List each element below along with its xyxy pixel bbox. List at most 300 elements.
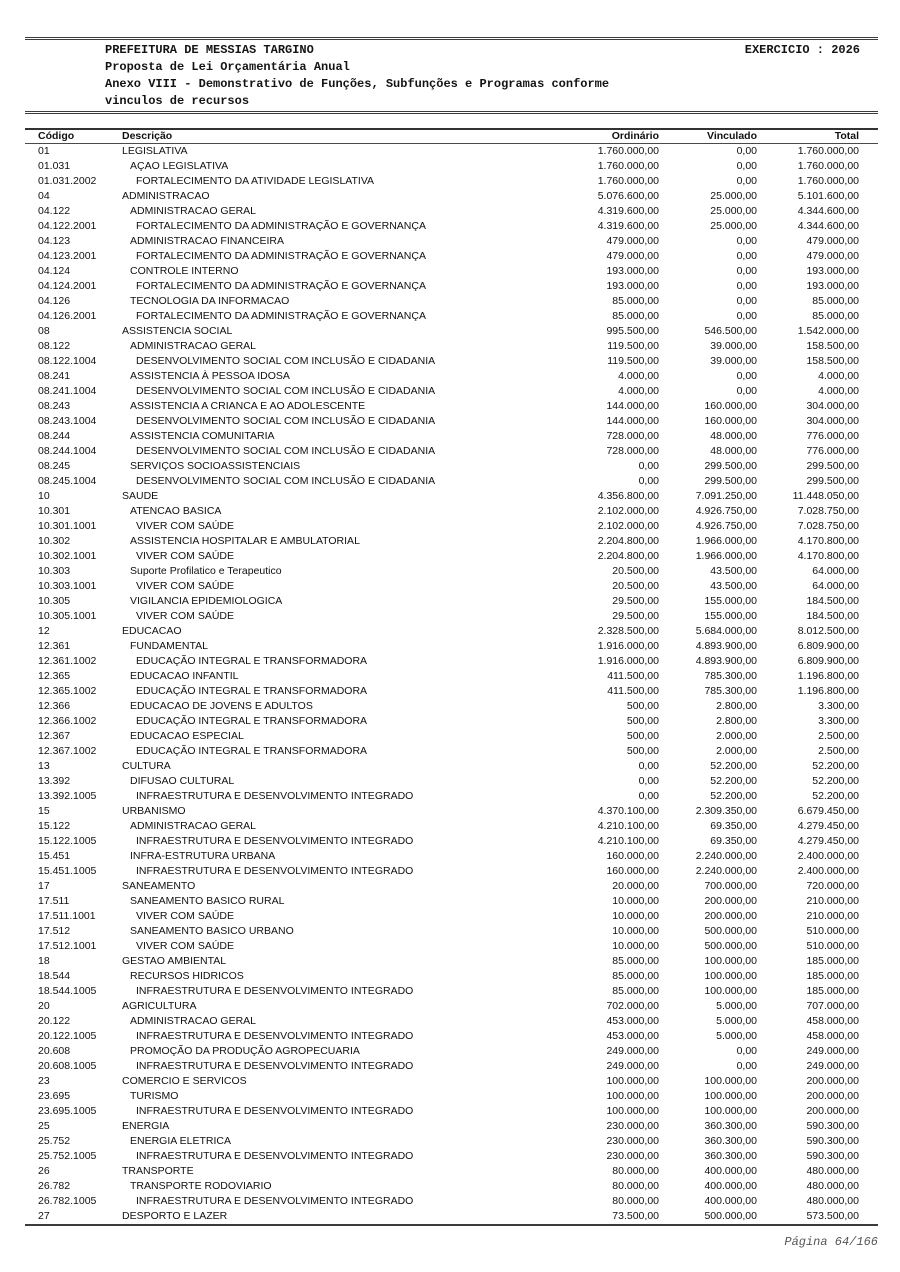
row-code: 10 xyxy=(38,490,50,502)
row-vinculado: 785.300,00 xyxy=(704,670,757,682)
row-ordinario: 2.328.500,00 xyxy=(597,625,659,637)
row-vinculado: 155.000,00 xyxy=(704,595,757,607)
table-row xyxy=(25,984,878,999)
row-total: 64.000,00 xyxy=(812,580,859,592)
header-bottom-rule xyxy=(25,111,878,114)
row-ordinario: 100.000,00 xyxy=(606,1105,659,1117)
row-total: 479.000,00 xyxy=(806,235,859,247)
row-ordinario: 85.000,00 xyxy=(612,295,659,307)
row-total: 4.279.450,00 xyxy=(797,835,859,847)
row-ordinario: 144.000,00 xyxy=(606,415,659,427)
table-row xyxy=(25,279,878,294)
table-row xyxy=(25,654,878,669)
table-row xyxy=(25,339,878,354)
row-total: 5.101.600,00 xyxy=(797,190,859,202)
row-code: 12.367 xyxy=(38,730,71,742)
table-row xyxy=(25,399,878,414)
row-code: 12.365 xyxy=(38,670,71,682)
table-bottom-rule xyxy=(25,1224,878,1226)
row-vinculado: 360.300,00 xyxy=(704,1120,757,1132)
table-row xyxy=(25,489,878,504)
row-total: 200.000,00 xyxy=(806,1090,859,1102)
row-vinculado: 100.000,00 xyxy=(704,955,757,967)
row-description: RECURSOS HIDRICOS xyxy=(130,970,244,982)
row-ordinario: 453.000,00 xyxy=(606,1015,659,1027)
org-name: PREFEITURA DE MESSIAS TARGINO xyxy=(105,43,314,57)
table-row xyxy=(25,849,878,864)
row-total: 720.000,00 xyxy=(806,880,859,892)
row-vinculado: 69.350,00 xyxy=(710,835,757,847)
row-description: VIVER COM SAÚDE xyxy=(136,550,235,562)
table-row xyxy=(25,429,878,444)
row-code: 26.782.1005 xyxy=(38,1195,97,1207)
row-vinculado: 0,00 xyxy=(736,250,757,262)
row-description: SANEAMENTO BASICO RURAL xyxy=(130,895,285,907)
row-ordinario: 80.000,00 xyxy=(612,1165,659,1177)
row-description: INFRAESTRUTURA E DESENVOLVIMENTO INTEGRADO xyxy=(136,1060,414,1072)
exercise-label: EXERCICIO : 2026 xyxy=(744,43,860,57)
row-ordinario: 10.000,00 xyxy=(612,895,659,907)
row-description: ADMINISTRACAO xyxy=(122,190,210,202)
row-description: FORTALECIMENTO DA ADMINISTRAÇÃO E GOVERNANÇA xyxy=(136,220,426,232)
row-ordinario: 4.210.100,00 xyxy=(597,820,659,832)
row-total: 480.000,00 xyxy=(806,1180,859,1192)
row-code: 20.608 xyxy=(38,1045,71,1057)
row-total: 480.000,00 xyxy=(806,1165,859,1177)
row-code: 01 xyxy=(38,145,50,157)
row-description: COMERCIO E SERVICOS xyxy=(122,1075,247,1087)
row-description: TURISMO xyxy=(130,1090,179,1102)
table-row xyxy=(25,1209,878,1224)
row-description: EDUCAÇÃO INTEGRAL E TRANSFORMADORA xyxy=(136,715,368,727)
row-ordinario: 230.000,00 xyxy=(606,1120,659,1132)
table-row xyxy=(25,1059,878,1074)
row-code: 08.244.1004 xyxy=(38,445,97,457)
row-code: 20 xyxy=(38,1000,50,1012)
row-ordinario: 411.500,00 xyxy=(607,685,659,697)
row-total: 1.760.000,00 xyxy=(797,175,859,187)
row-vinculado: 5.000,00 xyxy=(716,1000,757,1012)
budget-table xyxy=(25,128,878,1226)
row-vinculado: 7.091.250,00 xyxy=(695,490,757,502)
row-code: 12.361 xyxy=(38,640,71,652)
table-row xyxy=(25,249,878,264)
row-code: 17.511 xyxy=(38,895,70,907)
row-ordinario: 500,00 xyxy=(626,745,659,757)
row-description: INFRAESTRUTURA E DESENVOLVIMENTO INTEGRADO xyxy=(136,985,414,997)
row-code: 08.243.1004 xyxy=(38,415,97,427)
row-ordinario: 702.000,00 xyxy=(606,1000,659,1012)
row-vinculado: 360.300,00 xyxy=(704,1150,757,1162)
row-code: 08.122.1004 xyxy=(38,355,97,367)
row-total: 590.300,00 xyxy=(806,1120,859,1132)
row-ordinario: 10.000,00 xyxy=(612,925,659,937)
table-row xyxy=(25,939,878,954)
table-row xyxy=(25,789,878,804)
row-total: 1.760.000,00 xyxy=(797,160,859,172)
table-row xyxy=(25,879,878,894)
row-ordinario: 119.500,00 xyxy=(607,355,659,367)
row-description: VIVER COM SAÚDE xyxy=(136,610,235,622)
row-total: 52.200,00 xyxy=(812,790,859,802)
row-vinculado: 2.240.000,00 xyxy=(695,865,757,877)
table-row xyxy=(25,909,878,924)
row-total: 185.000,00 xyxy=(806,985,859,997)
row-vinculado: 0,00 xyxy=(736,265,757,277)
row-description: FORTALECIMENTO DA ATIVIDADE LEGISLATIVA xyxy=(136,175,375,187)
row-total: 184.500,00 xyxy=(806,610,859,622)
row-vinculado: 100.000,00 xyxy=(704,1105,757,1117)
row-description: LEGISLATIVA xyxy=(122,145,188,157)
annex-title: Anexo VIII - Demonstrativo de Funções, Subfunções e Programas conforme xyxy=(105,77,610,91)
row-code: 10.305 xyxy=(38,595,71,607)
row-code: 17 xyxy=(38,880,50,892)
row-ordinario: 2.204.800,00 xyxy=(597,535,659,547)
row-vinculado: 2.000,00 xyxy=(716,745,757,757)
table-row xyxy=(25,714,878,729)
row-description: INFRA-ESTRUTURA URBANA xyxy=(130,850,276,862)
row-code: 12.365.1002 xyxy=(38,685,97,697)
row-total: 458.000,00 xyxy=(806,1015,859,1027)
table-row xyxy=(25,369,878,384)
row-total: 7.028.750,00 xyxy=(797,505,859,517)
row-description: TRANSPORTE RODOVIARIO xyxy=(130,1180,272,1192)
table-row xyxy=(25,549,878,564)
row-ordinario: 230.000,00 xyxy=(606,1135,659,1147)
row-description: ADMINISTRACAO GERAL xyxy=(130,820,257,832)
row-total: 85.000,00 xyxy=(812,295,859,307)
row-code: 08.122 xyxy=(38,340,71,352)
row-description: ENERGIA ELETRICA xyxy=(130,1135,231,1147)
row-ordinario: 411.500,00 xyxy=(607,670,659,682)
row-total: 11.448.050,00 xyxy=(792,490,859,502)
row-code: 04.123.2001 xyxy=(38,250,97,262)
row-vinculado: 4.893.900,00 xyxy=(695,640,757,652)
table-row xyxy=(25,1149,878,1164)
row-code: 23.695.1005 xyxy=(38,1105,97,1117)
row-description: EDUCAÇÃO INTEGRAL E TRANSFORMADORA xyxy=(136,685,368,697)
row-total: 6.679.450,00 xyxy=(797,805,859,817)
row-description: ASSISTENCIA COMUNITARIA xyxy=(130,430,275,442)
row-ordinario: 10.000,00 xyxy=(612,940,659,952)
row-description: VIVER COM SAÚDE xyxy=(136,940,235,952)
row-code: 15.451.1005 xyxy=(38,865,97,877)
row-code: 04.126 xyxy=(38,295,71,307)
row-code: 10.301 xyxy=(38,505,71,517)
row-code: 20.122.1005 xyxy=(38,1030,97,1042)
table-row xyxy=(25,954,878,969)
row-total: 4.170.800,00 xyxy=(797,535,859,547)
row-description: FORTALECIMENTO DA ADMINISTRAÇÃO E GOVERNANÇA xyxy=(136,250,426,262)
row-vinculado: 546.500,00 xyxy=(704,325,757,337)
row-vinculado: 0,00 xyxy=(736,310,757,322)
row-total: 2.400.000,00 xyxy=(797,865,859,877)
row-total: 1.196.800,00 xyxy=(797,685,859,697)
row-ordinario: 500,00 xyxy=(626,700,659,712)
table-row xyxy=(25,1119,878,1134)
row-description: FUNDAMENTAL xyxy=(130,640,208,652)
row-total: 193.000,00 xyxy=(806,265,859,277)
row-code: 12.367.1002 xyxy=(38,745,97,757)
row-code: 27 xyxy=(38,1210,50,1222)
row-ordinario: 1.760.000,00 xyxy=(597,145,659,157)
row-total: 479.000,00 xyxy=(806,250,859,262)
row-code: 18.544 xyxy=(38,970,71,982)
row-ordinario: 230.000,00 xyxy=(606,1150,659,1162)
table-row xyxy=(25,519,878,534)
row-ordinario: 100.000,00 xyxy=(606,1075,659,1087)
table-row xyxy=(25,1074,878,1089)
row-total: 1.542.000,00 xyxy=(797,325,859,337)
row-ordinario: 453.000,00 xyxy=(606,1030,659,1042)
table-row xyxy=(25,699,878,714)
row-ordinario: 2.204.800,00 xyxy=(597,550,659,562)
table-row xyxy=(25,804,878,819)
row-description: DESENVOLVIMENTO SOCIAL COM INCLUSÃO E CIDADANIA xyxy=(136,355,436,367)
table-row xyxy=(25,309,878,324)
row-total: 4.170.800,00 xyxy=(797,550,859,562)
column-header-ordinario: Ordinário xyxy=(611,130,659,142)
row-ordinario: 20.000,00 xyxy=(612,880,659,892)
row-total: 210.000,00 xyxy=(806,910,859,922)
row-ordinario: 0,00 xyxy=(638,760,659,772)
row-code: 08.245.1004 xyxy=(38,475,97,487)
row-vinculado: 2.309.350,00 xyxy=(695,805,757,817)
row-code: 12.366.1002 xyxy=(38,715,97,727)
row-ordinario: 995.500,00 xyxy=(606,325,659,337)
row-code: 13.392.1005 xyxy=(38,790,97,802)
row-description: FORTALECIMENTO DA ADMINISTRAÇÃO E GOVERNANÇA xyxy=(136,280,426,292)
row-code: 12 xyxy=(38,625,50,637)
table-row xyxy=(25,1014,878,1029)
table-row xyxy=(25,459,878,474)
row-code: 18.544.1005 xyxy=(38,985,97,997)
row-code: 04.122 xyxy=(38,205,71,217)
row-total: 2.400.000,00 xyxy=(797,850,859,862)
row-vinculado: 200.000,00 xyxy=(704,895,757,907)
column-header-vinculado: Vinculado xyxy=(707,130,757,142)
row-total: 776.000,00 xyxy=(806,445,859,457)
row-description: ADMINISTRACAO GERAL xyxy=(130,340,257,352)
row-ordinario: 0,00 xyxy=(638,475,659,487)
row-description: ADMINISTRACAO GERAL xyxy=(130,1015,257,1027)
row-description: CULTURA xyxy=(122,760,171,772)
table-header-row xyxy=(25,130,878,143)
row-ordinario: 1.760.000,00 xyxy=(597,175,659,187)
row-ordinario: 249.000,00 xyxy=(606,1045,659,1057)
row-total: 85.000,00 xyxy=(812,310,859,322)
row-vinculado: 160.000,00 xyxy=(704,400,757,412)
table-row xyxy=(25,684,878,699)
row-code: 15.122.1005 xyxy=(38,835,97,847)
table-row xyxy=(25,759,878,774)
row-vinculado: 2.000,00 xyxy=(716,730,757,742)
row-vinculado: 785.300,00 xyxy=(704,685,757,697)
row-description: INFRAESTRUTURA E DESENVOLVIMENTO INTEGRADO xyxy=(136,1150,414,1162)
row-ordinario: 1.916.000,00 xyxy=(597,640,659,652)
row-total: 4.000,00 xyxy=(818,370,859,382)
table-row xyxy=(25,144,878,159)
table-row xyxy=(25,234,878,249)
table-row xyxy=(25,639,878,654)
row-ordinario: 0,00 xyxy=(638,790,659,802)
row-code: 12.361.1002 xyxy=(38,655,97,667)
row-ordinario: 20.500,00 xyxy=(612,565,659,577)
row-total: 776.000,00 xyxy=(806,430,859,442)
table-row xyxy=(25,894,878,909)
row-total: 590.300,00 xyxy=(806,1135,859,1147)
row-vinculado: 2.800,00 xyxy=(716,700,757,712)
row-total: 510.000,00 xyxy=(806,940,859,952)
row-total: 184.500,00 xyxy=(806,595,859,607)
row-ordinario: 4.210.100,00 xyxy=(597,835,659,847)
row-ordinario: 193.000,00 xyxy=(606,265,659,277)
row-description: EDUCAÇÃO INTEGRAL E TRANSFORMADORA xyxy=(136,745,368,757)
row-ordinario: 193.000,00 xyxy=(606,280,659,292)
row-total: 3.300,00 xyxy=(818,700,859,712)
row-description: URBANISMO xyxy=(122,805,186,817)
row-description: ENERGIA xyxy=(122,1120,170,1132)
row-description: AGRICULTURA xyxy=(122,1000,197,1012)
row-total: 6.809.900,00 xyxy=(797,655,859,667)
row-description: ATENCAO BASICA xyxy=(130,505,222,517)
row-total: 249.000,00 xyxy=(806,1060,859,1072)
table-row xyxy=(25,834,878,849)
row-vinculado: 0,00 xyxy=(736,280,757,292)
row-ordinario: 0,00 xyxy=(638,775,659,787)
row-code: 20.122 xyxy=(38,1015,71,1027)
row-description: INFRAESTRUTURA E DESENVOLVIMENTO INTEGRADO xyxy=(136,1195,414,1207)
row-code: 10.305.1001 xyxy=(38,610,97,622)
row-description: ASSISTENCIA À PESSOA IDOSA xyxy=(130,370,290,382)
row-ordinario: 80.000,00 xyxy=(612,1195,659,1207)
row-code: 25.752 xyxy=(38,1135,71,1147)
table-body xyxy=(25,144,878,1224)
row-description: INFRAESTRUTURA E DESENVOLVIMENTO INTEGRADO xyxy=(136,790,414,802)
row-ordinario: 4.319.600,00 xyxy=(597,205,659,217)
row-description: VIGILANCIA EPIDEMIOLOGICA xyxy=(130,595,283,607)
row-vinculado: 100.000,00 xyxy=(704,985,757,997)
table-row xyxy=(25,1029,878,1044)
row-vinculado: 4.893.900,00 xyxy=(695,655,757,667)
row-ordinario: 20.500,00 xyxy=(612,580,659,592)
row-vinculado: 4.926.750,00 xyxy=(695,505,757,517)
row-total: 6.809.900,00 xyxy=(797,640,859,652)
row-code: 10.303.1001 xyxy=(38,580,97,592)
row-vinculado: 500.000,00 xyxy=(704,1210,757,1222)
column-header-codigo: Código xyxy=(38,130,75,142)
row-code: 08 xyxy=(38,325,50,337)
row-vinculado: 69.350,00 xyxy=(710,820,757,832)
row-description: INFRAESTRUTURA E DESENVOLVIMENTO INTEGRADO xyxy=(136,835,414,847)
row-vinculado: 0,00 xyxy=(736,295,757,307)
row-total: 573.500,00 xyxy=(806,1210,859,1222)
row-vinculado: 43.500,00 xyxy=(710,565,757,577)
row-code: 10.302 xyxy=(38,535,71,547)
row-code: 08.241.1004 xyxy=(38,385,97,397)
row-description: AÇAO LEGISLATIVA xyxy=(130,160,229,172)
table-row xyxy=(25,594,878,609)
table-row xyxy=(25,1179,878,1194)
row-description: EDUCACAO INFANTIL xyxy=(130,670,239,682)
row-total: 185.000,00 xyxy=(806,970,859,982)
row-ordinario: 4.000,00 xyxy=(618,385,659,397)
row-code: 15.451 xyxy=(38,850,71,862)
row-vinculado: 0,00 xyxy=(736,385,757,397)
row-vinculado: 25.000,00 xyxy=(710,190,757,202)
row-vinculado: 2.240.000,00 xyxy=(695,850,757,862)
row-vinculado: 155.000,00 xyxy=(704,610,757,622)
table-row xyxy=(25,474,878,489)
row-vinculado: 52.200,00 xyxy=(710,790,757,802)
row-description: VIVER COM SAÚDE xyxy=(136,580,235,592)
row-total: 4.279.450,00 xyxy=(797,820,859,832)
row-code: 13.392 xyxy=(38,775,71,787)
row-total: 158.500,00 xyxy=(806,355,859,367)
row-total: 8.012.500,00 xyxy=(797,625,859,637)
row-vinculado: 4.926.750,00 xyxy=(695,520,757,532)
table-row xyxy=(25,414,878,429)
table-row xyxy=(25,159,878,174)
row-description: CONTROLE INTERNO xyxy=(130,265,239,277)
row-vinculado: 5.000,00 xyxy=(716,1030,757,1042)
row-total: 510.000,00 xyxy=(806,925,859,937)
row-vinculado: 299.500,00 xyxy=(704,460,757,472)
row-code: 17.512.1001 xyxy=(38,940,97,952)
row-total: 458.000,00 xyxy=(806,1030,859,1042)
row-code: 15 xyxy=(38,805,50,817)
row-vinculado: 200.000,00 xyxy=(704,910,757,922)
row-vinculado: 25.000,00 xyxy=(710,205,757,217)
row-code: 10.302.1001 xyxy=(38,550,97,562)
row-vinculado: 0,00 xyxy=(736,160,757,172)
row-total: 2.500,00 xyxy=(818,745,859,757)
row-description: SERVIÇOS SOCIOASSISTENCIAIS xyxy=(130,460,301,472)
row-code: 17.512 xyxy=(38,925,71,937)
row-description: DESENVOLVIMENTO SOCIAL COM INCLUSÃO E CIDADANIA xyxy=(136,445,436,457)
row-vinculado: 39.000,00 xyxy=(710,340,757,352)
row-vinculado: 43.500,00 xyxy=(710,580,757,592)
row-vinculado: 1.966.000,00 xyxy=(695,550,757,562)
row-vinculado: 100.000,00 xyxy=(704,1090,757,1102)
row-code: 04.124.2001 xyxy=(38,280,97,292)
page-number: Página 64/166 xyxy=(784,1235,878,1249)
row-description: DIFUSAO CULTURAL xyxy=(130,775,235,787)
row-description: DESPORTO E LAZER xyxy=(122,1210,228,1222)
row-total: 299.500,00 xyxy=(806,475,859,487)
row-ordinario: 29.500,00 xyxy=(612,610,659,622)
row-vinculado: 0,00 xyxy=(736,175,757,187)
row-ordinario: 479.000,00 xyxy=(606,235,659,247)
row-ordinario: 160.000,00 xyxy=(606,850,659,862)
row-vinculado: 5.000,00 xyxy=(716,1015,757,1027)
row-total: 52.200,00 xyxy=(812,760,859,772)
document-title: Proposta de Lei Orçamentária Anual xyxy=(105,60,350,74)
row-code: 20.608.1005 xyxy=(38,1060,97,1072)
row-total: 3.300,00 xyxy=(818,715,859,727)
row-vinculado: 0,00 xyxy=(736,1060,757,1072)
row-code: 17.511.1001 xyxy=(38,910,96,922)
row-description: GESTAO AMBIENTAL xyxy=(122,955,227,967)
row-ordinario: 80.000,00 xyxy=(612,1180,659,1192)
row-vinculado: 160.000,00 xyxy=(704,415,757,427)
row-ordinario: 85.000,00 xyxy=(612,955,659,967)
row-code: 25 xyxy=(38,1120,50,1132)
table-row xyxy=(25,729,878,744)
row-code: 04.122.2001 xyxy=(38,220,97,232)
row-description: EDUCACAO xyxy=(122,625,182,637)
row-vinculado: 1.966.000,00 xyxy=(695,535,757,547)
